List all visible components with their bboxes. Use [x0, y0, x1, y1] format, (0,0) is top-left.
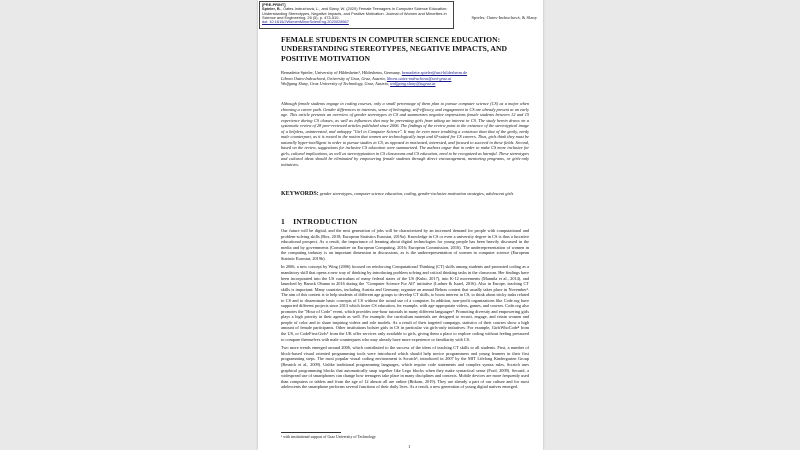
section-heading	[281, 217, 357, 226]
section-number: 1	[281, 217, 286, 226]
footnote-rule	[281, 432, 341, 433]
footnote: ¹ with institutional support of Graz University of Technology	[281, 435, 376, 439]
author-email-link[interactable]: wolfgang.slany@tugraz.at	[389, 81, 436, 87]
author-email-link[interactable]: bernadette.spieler@uni-hildesheim.de	[401, 70, 468, 75]
preprint-citation-authors: Spieler, B.	[262, 6, 281, 12]
keywords	[281, 191, 529, 198]
page-number: 1	[408, 444, 411, 449]
author-affiliation: Wolfgang Slany, Graz University of Technology, Graz, Austria,	[281, 81, 390, 87]
author-email-link[interactable]: libora.oates-indruchova@uni-graz.at	[386, 75, 452, 81]
paper-page	[258, 0, 543, 450]
author-list	[281, 70, 531, 87]
keywords-label: KEYWORDS:	[281, 191, 319, 197]
body-paragraph: Two more trends emerged around 2006, which contributed to the success of the ideas of teaching CT skills to all students. First, a number of block-based visual oriented programming tools were introduced which should help novice programmers and young learners in their first programming steps. The most popular visual coding environment is Scratch⁶, introduced in 2007 by the MIT Lifelong Kindergarten Group (Resnick et al., 2009). Unlike traditional programming languages, which require code statements and complex syntax rules, Scratch uses graphical programming blocks that automatically snap together like Lego blocks when they make syntactical sense (Ford, 2009). Second, a widespread use of smartphones can change how teenagers take place in many disciplines and contexts. Mobile devices are more frequently used than computers or tablets and from the age of 12 almost all are online (Bitkom, 2019). They are already a part of our culture and for most adolescents the smartphone performs several functions of their daily lives. As a result, a new generation of young digital natives emerged.	[281, 345, 529, 390]
author-affiliation: Bernadette Spieler, University of Hildesheim¹, Hildesheim, Germany,	[281, 70, 402, 75]
author-affiliation: Libora Oates-Indruchová, University of Graz, Graz, Austria,	[281, 75, 387, 81]
abstract: Although female students engage in coding courses, only a small percentage of them plan to pursue computer science (CS) as a major when choosing a career path. Gender differences in interests, sense of belonging, self-efficacy, and engagement in CS are already present at an early age. This article presents an overview of gender stereotypes in CS and summarizes negative impressions female students between 12 and 15 experience during CS classes, as well as influences that may be preventing girls from taking an interest in CS. The study herein draws on a systematic review of 28 peer-reviewed articles published since 2006. The findings of the review point to the existence of the stereotypical image of a helpless, uninterested, and unhappy "Girl in Computer Science". It may be even more troubling a construct than that of the geeky, nerdy male counterpart, as it is rooted in the notion that women are technologically inept and ill-suited for CS careers. Thus, girls think they must be naturally hyper-intelligent in order to pursue studies in CS, as opposed to motivated, interested, and focused to succeed in these fields. Second, based on the review, suggestions for inclusive CS education were summarized. The authors argue that in order to make CS more inclusive for girls, cultural implications, as well as stereotypization in CS classrooms and CS education, need to be recognized as harmful. These stereotypes and cultural ideas should be eliminated by empowering female students through direct encouragement, mentoring programs, or girls-only initiatives.	[281, 101, 529, 168]
section-title: INTRODUCTION	[293, 217, 358, 226]
paper-title: FEMALE STUDENTS IN COMPUTER SCIENCE EDUCATION: UNDERSTANDING STEREOTYPES, NEGATIVE IMPACTS, AND POSITIVE MOTIVATION	[281, 35, 508, 63]
body-paragraph: In 2006, a new concept by Wing (2006) focused on reinforcing Computational Thinking (CT) skills among students and promoted coding as a mandatory skill that opens a new way of thinking by introducing problem solving and critical thinking tasks in the classroom. Her findings have been incorporated into the US curriculum of many federal states of the US (Kubo, 2017), into K-12 movements (Mannila et al., 2014), and launched by Barack Obama in 2016 during the "Computer Science For All" initiative (Ladner & Israel, 2016). Also in Europe, teaching CT skills is important: Many countries, including Austria and Germany, organize an annual Bebras contest that usually takes place in November². The aim of this contest is to help students of different age groups to develop CT skills, to boost interest in CS, to think about tricky tasks related to CS and to disseminate basic concepts of CS without the actual use of a computer. In addition, non-profit organizations like Code.org have supported different projects since 2013 which foster CS education, for example, with age-appropriate videos, games, and courses. Code.org also promotes the "Hour of Code" event, which provides one-hour tutorials in many different languages³. Promoting diversity and empowering girls plays a high priority in their agenda as well. For example, the curriculum materials are designed to recruit, engage, and retain women and people of color and to share inspiring videos and role models. As a result of their targeted campaign, statistics of their courses show a high amount of female participants. Other institutions bolster girls in CS in particular via girls-only initiatives. For example, GirlsWhoCode⁴ from the US, or CodeFirst:Girls⁵ from the UK offer services only available to girls, giving them a place to explore coding without feeling pressured to compare themselves with male counterparts who may already have more experience or familiarity with CS.	[281, 264, 529, 342]
preprint-citation-text: , Oates-Indruchová, L., and Slany, W. (2020) Female Teenagers in Computer Science Education: Understanding Stereotypes, Negative Impacts, and Positive Motivation. Journal of Women and Minorities in Science and Engineering, 26 (5), p. 473-510.	[262, 6, 448, 20]
preprint-citation-box	[259, 1, 454, 29]
keywords-value: gender stereotypes, computer science education, coding, gender-inclusive motivation strategies, adolescent girls	[319, 191, 514, 196]
preprint-doi-link[interactable]: doi: 10.1615/JWomenMinorScienEng.2020028567	[262, 19, 349, 25]
author-line	[281, 81, 531, 87]
body-text	[281, 228, 529, 393]
preprint-tag: [PRE-PRINT]	[262, 2, 286, 7]
body-paragraph: Our future will be digital, and the next generation of jobs will be characterized by an increased demand for people with computational and problem-solving skills (Box, 2018; European Statistics Eurostat, 2019a). Knowledge in CS or even a university degree in CS is thus a lucrative educational prospect. As a result, the importance of learning about digital technologies for young people has been heavily discussed in the media and by governments (Committee on European Computing, 2016; European Commission, 2016). The underrepresentation of women in the computing industry is an important dimension in discussions, as is the underrepresentation of women in computer science (European Statistic Eurostat, 2019b).	[281, 228, 529, 261]
running-head: Spieler, Oates-Indruchová, & Slany	[471, 15, 537, 20]
